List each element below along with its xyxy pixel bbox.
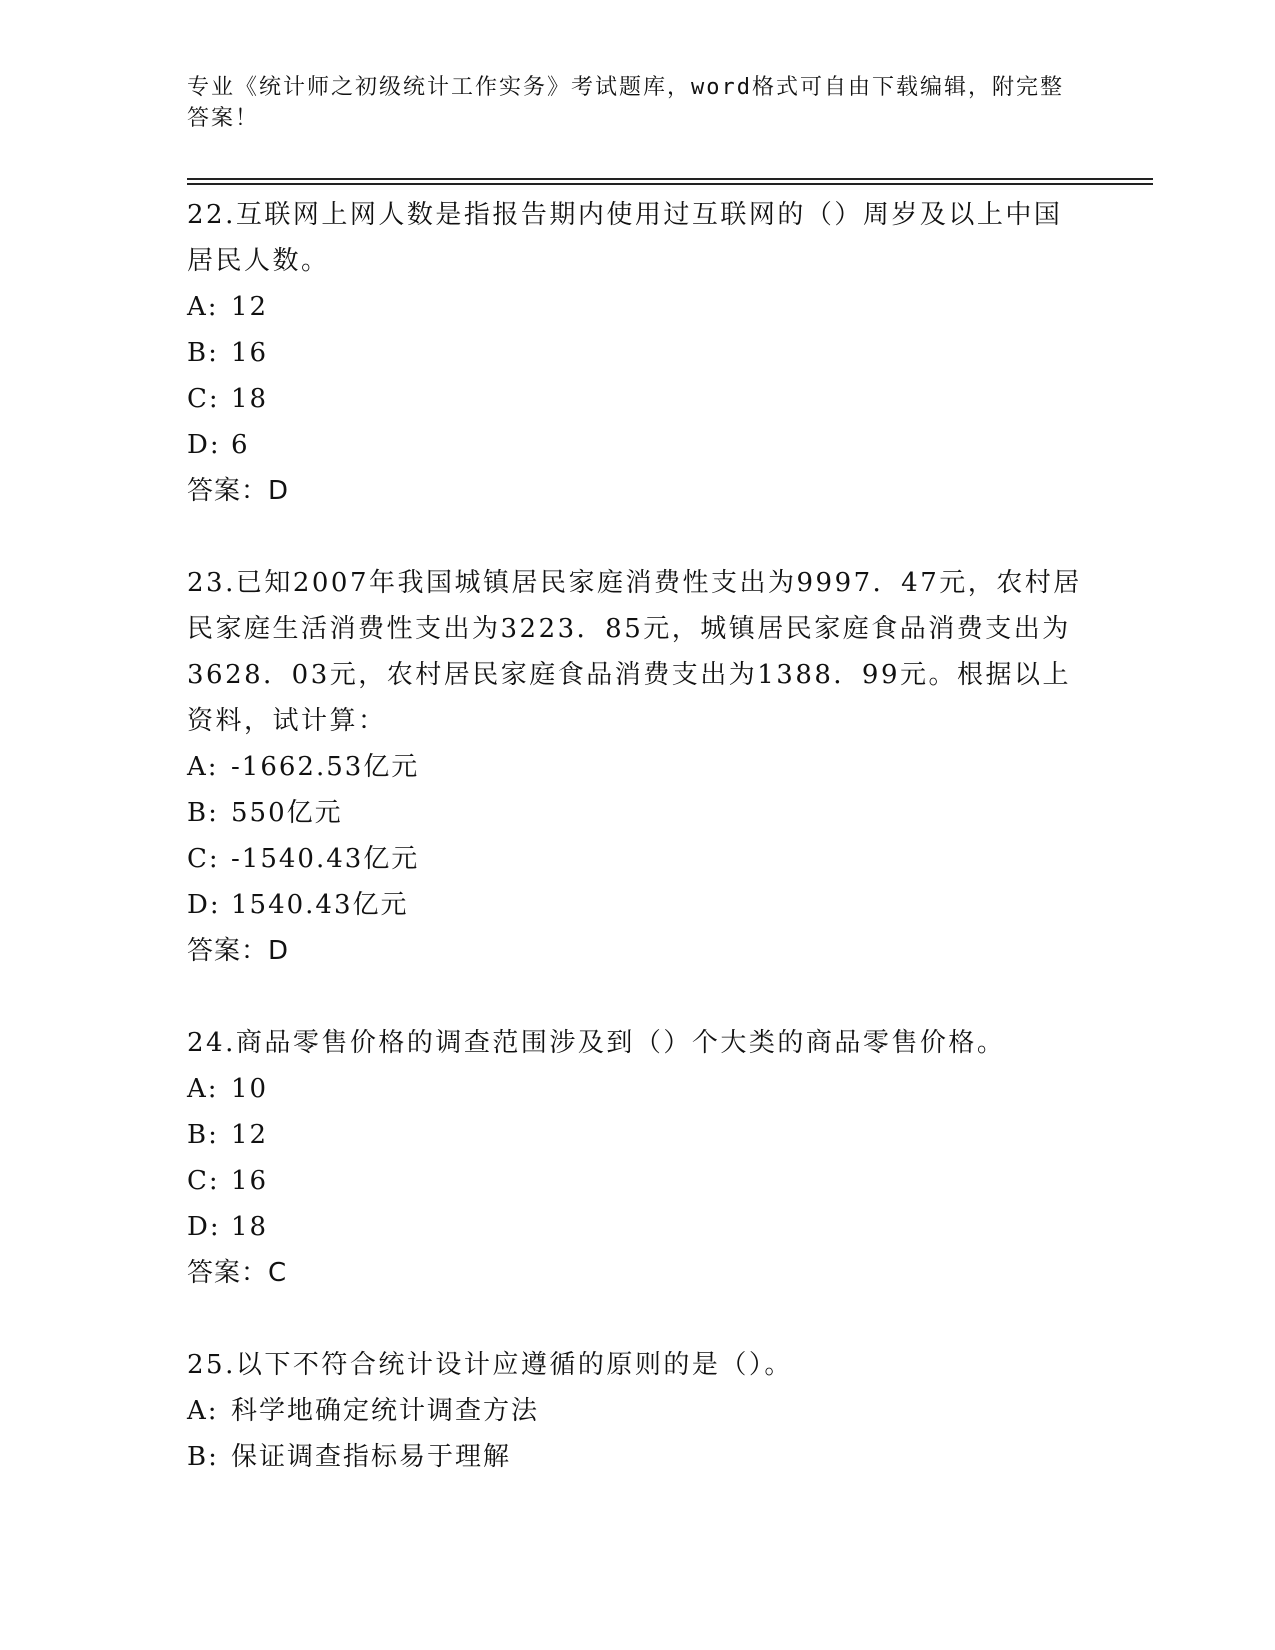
header-rule-top	[187, 178, 1153, 180]
option-letter: A:	[187, 752, 219, 782]
option-a	[187, 1066, 1087, 1112]
option-letter: C:	[187, 1166, 220, 1196]
option-text: 保证调查指标易于理解	[231, 1442, 512, 1472]
answer-line: 答案：C	[187, 1258, 288, 1288]
option-text: 10	[231, 1074, 269, 1104]
option-text: 16	[231, 338, 269, 368]
option-letter: C:	[187, 384, 220, 414]
option-b	[187, 790, 1087, 836]
option-b	[187, 330, 1087, 376]
option-letter: B:	[187, 1120, 219, 1150]
header-rule-bottom	[187, 183, 1153, 185]
question-text: 24.商品零售价格的调查范围涉及到（）个大类的商品零售价格。	[187, 1028, 1006, 1058]
option-letter: D:	[187, 890, 221, 920]
option-c	[187, 376, 1087, 422]
option-c	[187, 1158, 1087, 1204]
option-letter: D:	[187, 430, 221, 460]
document-header: 专业《统计师之初级统计工作实务》考试题库，word格式可自由下载编辑，附完整答案！	[187, 75, 1064, 131]
answer-line: 答案：D	[187, 936, 290, 966]
option-text: 16	[231, 1166, 269, 1196]
option-d	[187, 422, 1087, 468]
option-text: 18	[231, 384, 269, 414]
option-text: 12	[231, 292, 269, 322]
question-25	[187, 1342, 1087, 1480]
option-text: -1540.43亿元	[231, 844, 420, 874]
question-text: 22.互联网上网人数是指报告期内使用过互联网的（）周岁及以上中国居民人数。	[187, 200, 1063, 276]
question-24	[187, 1020, 1087, 1296]
option-a	[187, 744, 1087, 790]
option-letter: D:	[187, 1212, 221, 1242]
question-list	[187, 192, 1087, 1526]
option-text: 科学地确定统计调查方法	[231, 1396, 540, 1426]
option-letter: A:	[187, 292, 219, 322]
option-text: 6	[231, 430, 250, 460]
question-text: 23.已知2007年我国城镇居民家庭消费性支出为9997．47元，农村居民家庭生活消费性支出为3223．85元，城镇居民家庭食品消费支出为3628．03元，农村居民家庭食品消费支出为1388．99元。根据以上资料，试计算：	[187, 568, 1082, 736]
option-text: 550亿元	[231, 798, 343, 828]
option-text: 1540.43亿元	[231, 890, 409, 920]
question-text: 25.以下不符合统计设计应遵循的原则的是（）。	[187, 1350, 793, 1380]
option-letter: B:	[187, 798, 219, 828]
option-b	[187, 1112, 1087, 1158]
question-22	[187, 192, 1087, 514]
option-d	[187, 1204, 1087, 1250]
option-b	[187, 1434, 1087, 1480]
answer-line: 答案：D	[187, 476, 290, 506]
option-d	[187, 882, 1087, 928]
question-23	[187, 560, 1087, 974]
option-letter: A:	[187, 1396, 219, 1426]
option-text: -1662.53亿元	[231, 752, 420, 782]
option-letter: C:	[187, 844, 220, 874]
option-text: 12	[231, 1120, 269, 1150]
option-c	[187, 836, 1087, 882]
option-letter: B:	[187, 1442, 219, 1472]
option-text: 18	[231, 1212, 269, 1242]
option-letter: A:	[187, 1074, 219, 1104]
option-letter: B:	[187, 338, 219, 368]
option-a	[187, 284, 1087, 330]
option-a	[187, 1388, 1087, 1434]
